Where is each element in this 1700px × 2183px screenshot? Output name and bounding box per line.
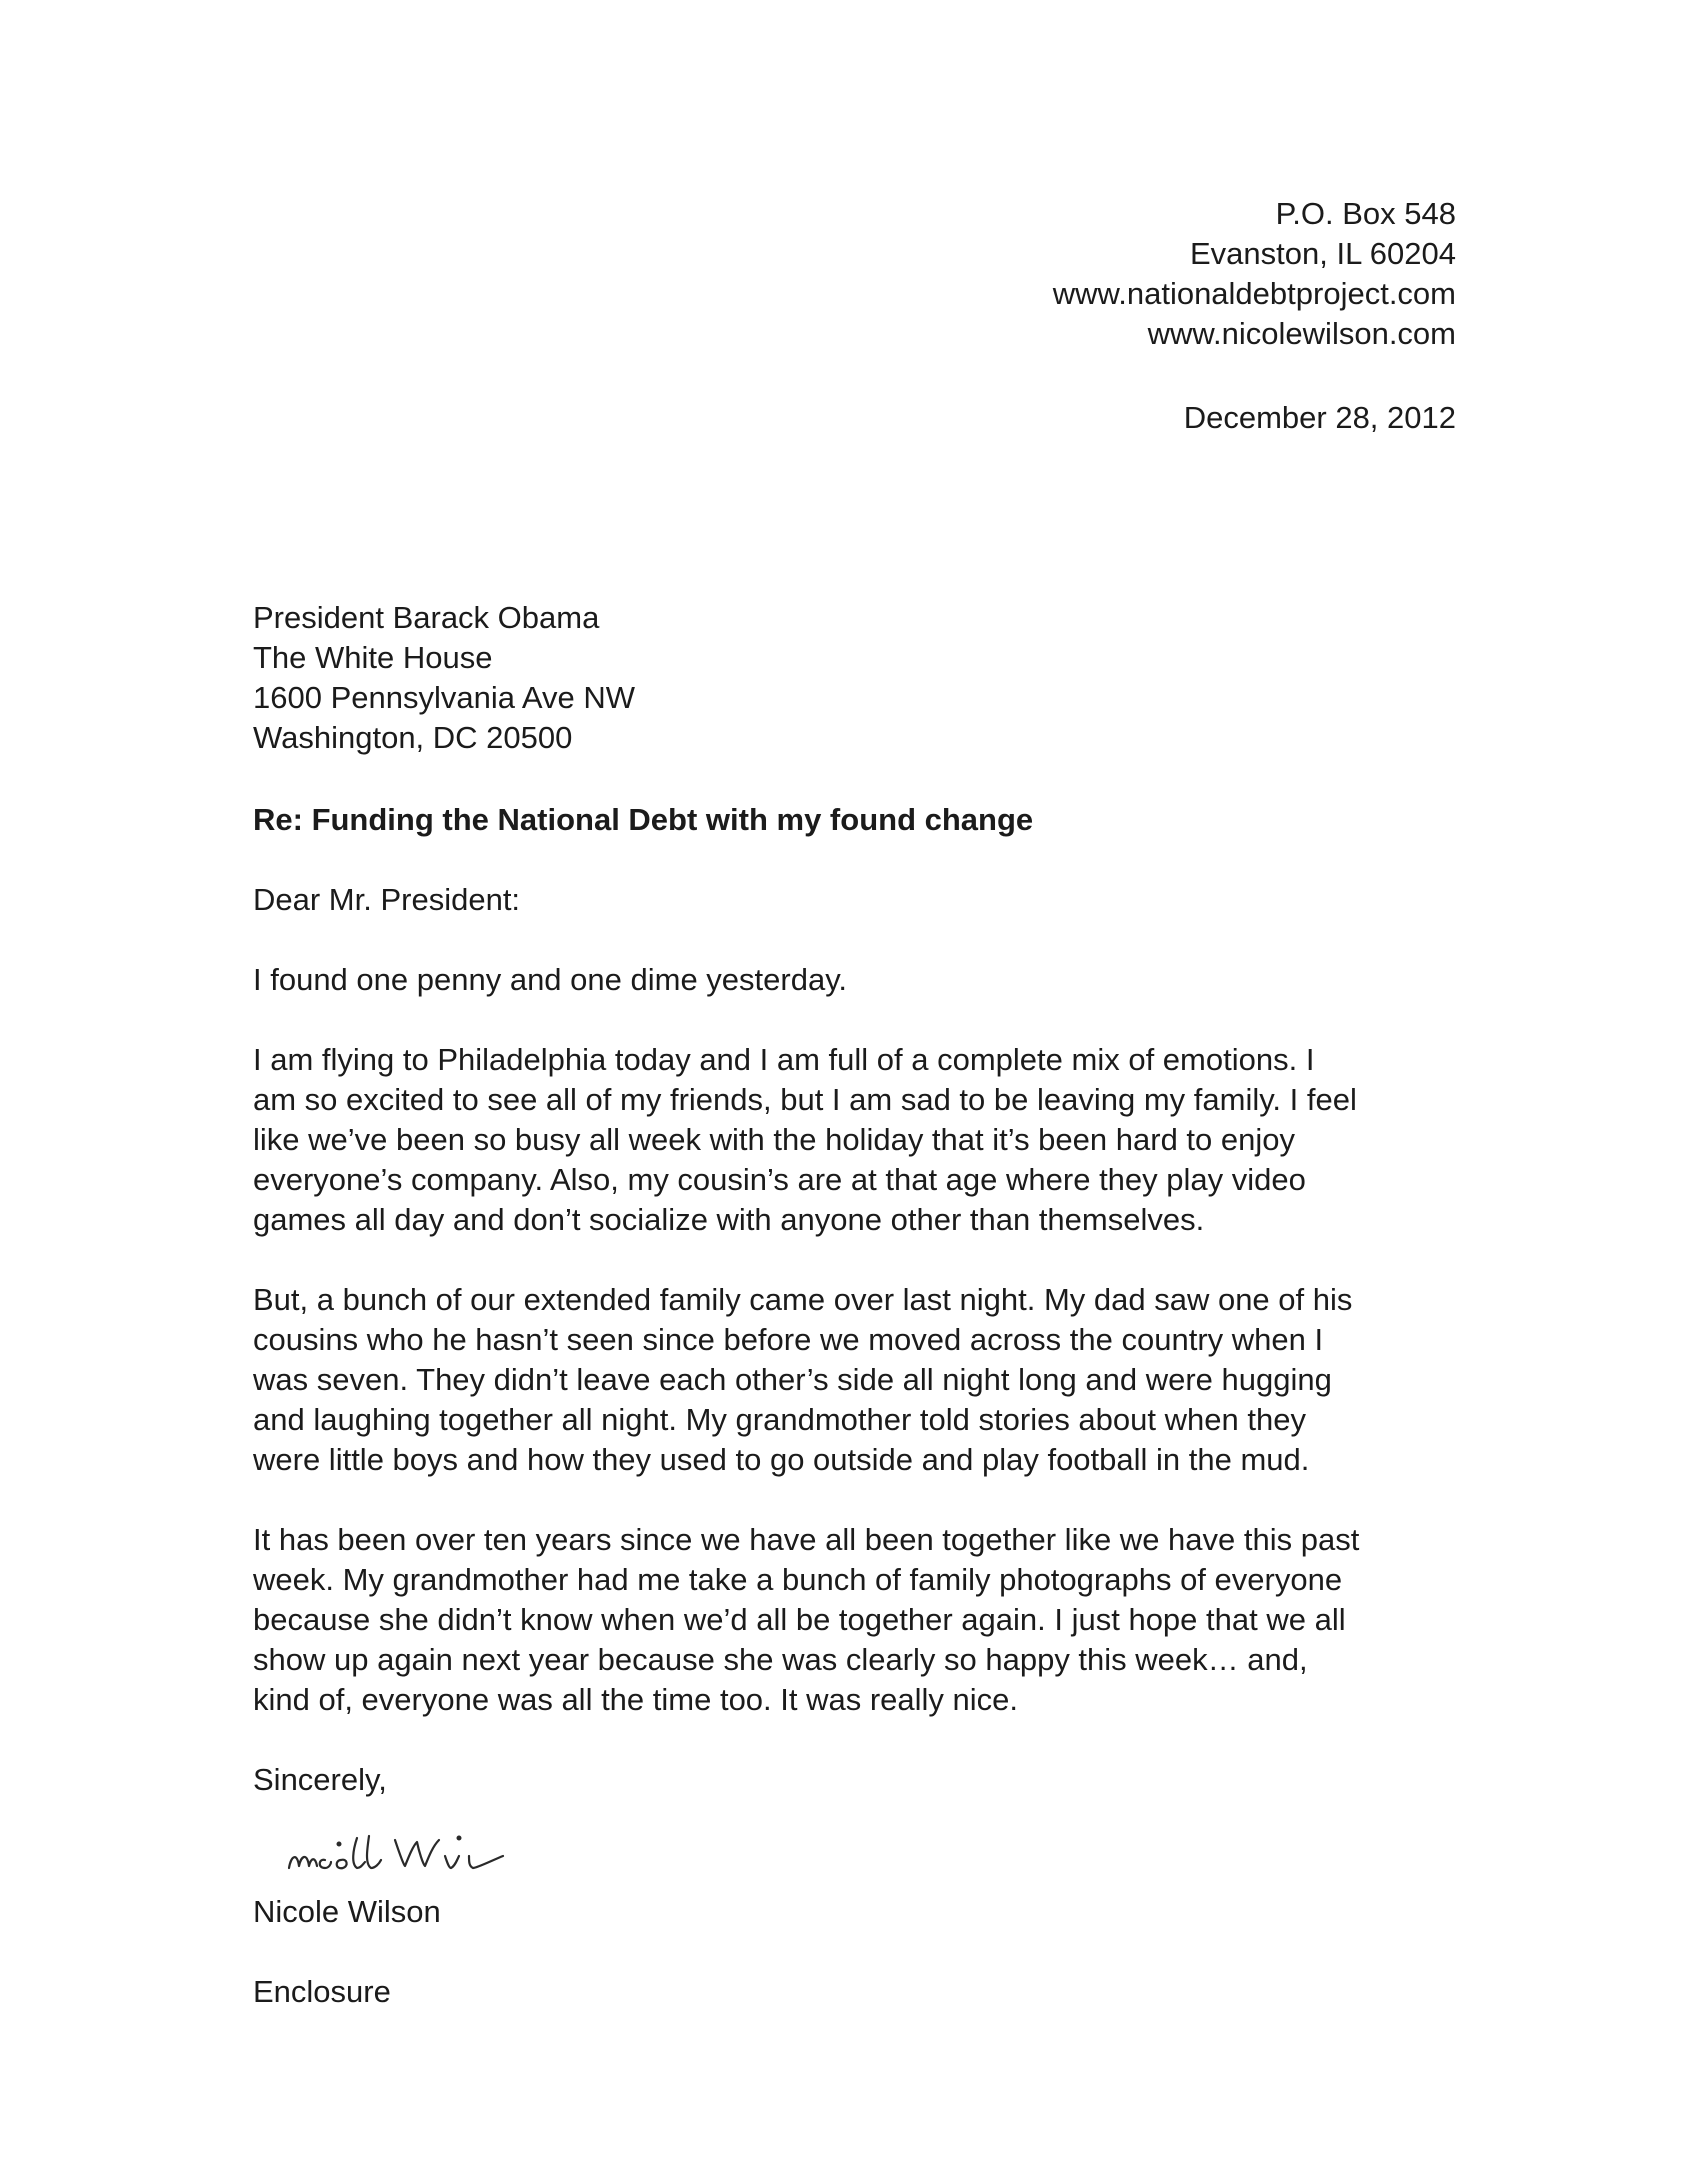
recipient-address-line: President Barack Obama <box>253 600 600 635</box>
enclosure-notation: Enclosure <box>253 1974 391 2009</box>
paragraph-line: But, a bunch of our extended family came over last night. My dad saw one of his <box>253 1282 1353 1317</box>
subject-line: Re: Funding the National Debt with my found change <box>253 802 1034 837</box>
salutation: Dear Mr. President: <box>253 882 521 917</box>
body-paragraph <box>253 1040 1463 1240</box>
paragraph-line: kind of, everyone was all the time too. It was really nice. <box>253 1682 1019 1717</box>
sender-address-line: www.nationaldebtproject.com <box>1052 276 1456 311</box>
recipient-address <box>253 598 1463 758</box>
paragraph-line: because she didn’t know when we’d all be together again. I just hope that we all <box>253 1602 1346 1637</box>
body-paragraph <box>253 960 1463 1000</box>
recipient-address-line: 1600 Pennsylvania Ave NW <box>253 680 635 715</box>
closing: Sincerely, <box>253 1762 387 1797</box>
paragraph-line: and laughing together all night. My grandmother told stories about when they <box>253 1402 1306 1437</box>
letter-date: December 28, 2012 <box>1183 400 1456 435</box>
recipient-address-line: Washington, DC 20500 <box>253 720 573 755</box>
sender-address-line: Evanston, IL 60204 <box>1190 236 1456 271</box>
body-paragraph <box>253 1520 1463 1720</box>
paragraph-line: were little boys and how they used to go outside and play football in the mud. <box>253 1442 1310 1477</box>
paragraph-line: week. My grandmother had me take a bunch of family photographs of everyone <box>253 1562 1343 1597</box>
sender-address-line: P.O. Box 548 <box>1275 196 1456 231</box>
paragraph-line: am so excited to see all of my friends, but I am sad to be leaving my family. I feel <box>253 1082 1357 1117</box>
paragraph-line: I am flying to Philadelphia today and I am full of a complete mix of emotions. I <box>253 1042 1315 1077</box>
paragraph-line: games all day and don’t socialize with anyone other than themselves. <box>253 1202 1205 1237</box>
signer-name: Nicole Wilson <box>253 1894 441 1929</box>
paragraph-line: show up again next year because she was clearly so happy this week… and, <box>253 1642 1308 1677</box>
signature-scribble <box>253 1816 633 1888</box>
handwritten-signature <box>253 1816 633 1888</box>
sender-address <box>1053 194 1456 354</box>
recipient-address-line: The White House <box>253 640 493 675</box>
paragraph-line: I found one penny and one dime yesterday. <box>253 962 848 997</box>
paragraph-line: like we’ve been so busy all week with the holiday that it’s been hard to enjoy <box>253 1122 1295 1157</box>
body-paragraph <box>253 1280 1463 1480</box>
paragraph-line: everyone’s company. Also, my cousin’s are at that age where they play video <box>253 1162 1306 1197</box>
letter-body <box>253 598 1463 2012</box>
paragraph-line: cousins who he hasn’t seen since before we moved across the country when I <box>253 1322 1324 1357</box>
paragraph-line: was seven. They didn’t leave each other’s side all night long and were hugging <box>253 1362 1332 1397</box>
sender-address-line: www.nicolewilson.com <box>1147 316 1456 351</box>
paragraph-line: It has been over ten years since we have all been together like we have this past <box>253 1522 1360 1557</box>
